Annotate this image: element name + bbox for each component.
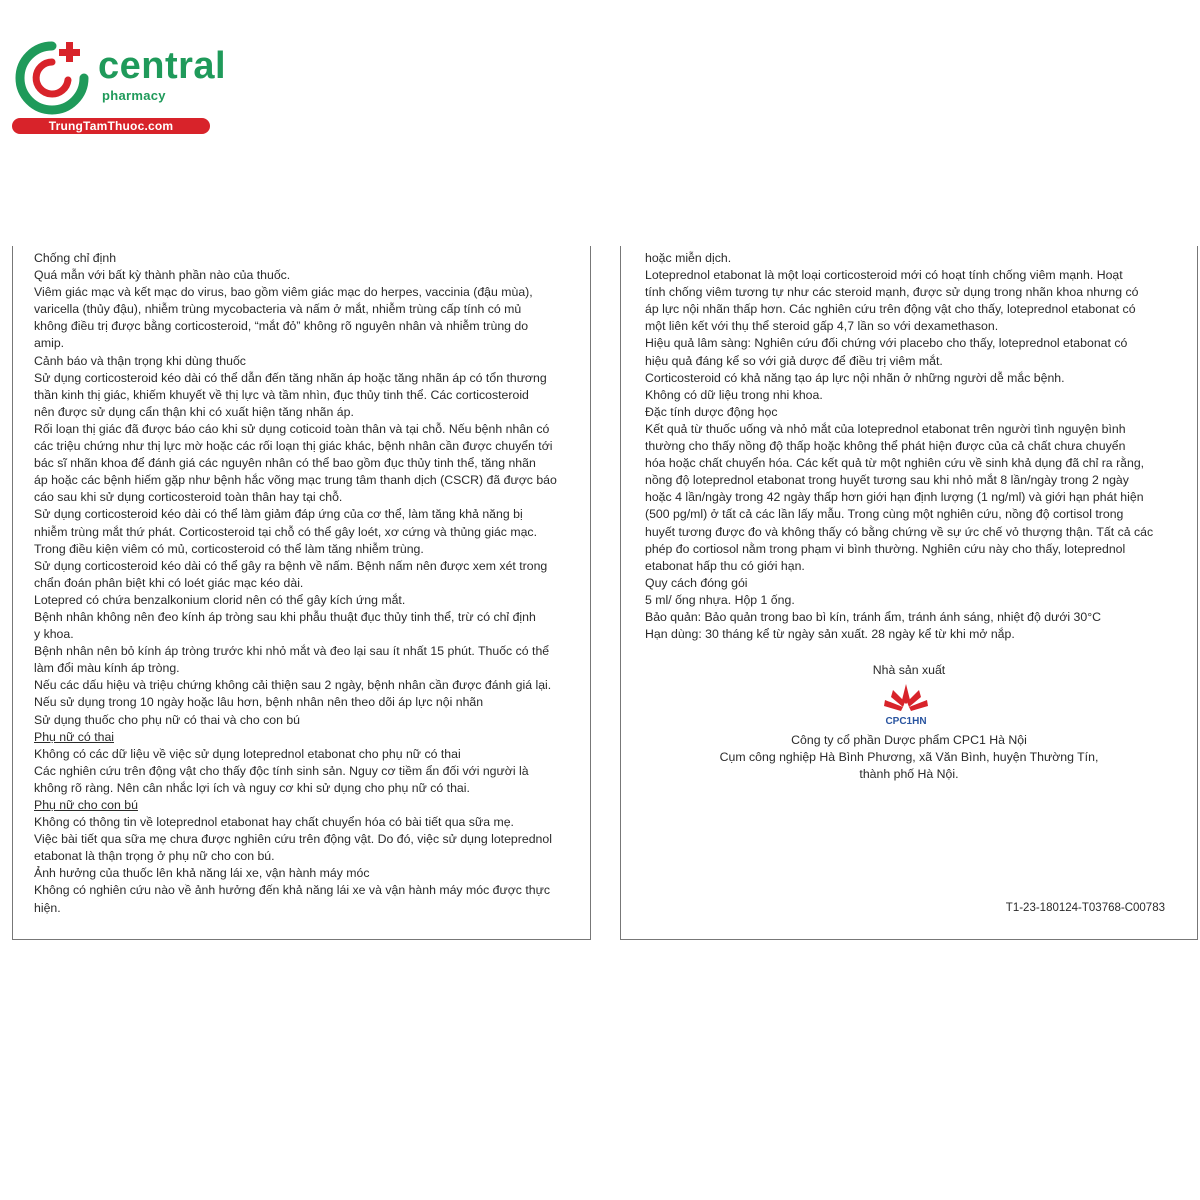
text-line: Sử dụng corticosteroid kéo dài có thể gây ra bệnh về nấm. Bệnh nấm nên được xem xét trong	[34, 558, 548, 573]
section-subheading: Phụ nữ cho con bú	[34, 798, 138, 812]
central-pharmacy-mark-icon	[12, 38, 92, 118]
text-line: etabonat là thận trọng ở phụ nữ cho con bú.	[34, 849, 275, 864]
text-line: huyết tương được đo và không thấy có bằng chứng về sự ức chế vỏ thượng thận. Tất cả các	[645, 524, 1154, 539]
text-line: Ảnh hưởng của thuốc lên khả năng lái xe, vận hành máy móc	[34, 866, 370, 881]
text-line: Chống chỉ định	[34, 251, 117, 265]
text-line: Bệnh nhân không nên đeo kính áp tròng sau khi phẫu thuật đục thủy tinh thể, trừ có chỉ định	[34, 609, 536, 624]
text-line: amip.	[34, 336, 65, 351]
text-line: 5 ml/ ống nhựa. Hộp 1 ống.	[645, 592, 795, 607]
section-subheading: Phụ nữ có thai	[34, 729, 115, 744]
text-line: Nếu sử dụng trong 10 ngày hoặc lâu hơn, bệnh nhân nên theo dõi áp lực nội nhãn	[34, 695, 484, 710]
text-line: Lotepred có chứa benzalkonium clorid nên có thể gây kích ứng mắt.	[34, 592, 406, 607]
right-text-block	[645, 250, 1171, 643]
brand-name: central	[98, 45, 227, 87]
text-line: etabonat hấp thu có giới hạn.	[645, 558, 805, 573]
cpc1-logo-text: CPC1HN	[885, 716, 927, 727]
text-line: y khoa.	[34, 627, 74, 642]
leaflet-right-panel	[620, 246, 1198, 940]
text-line: bác sĩ nhãn khoa để đánh giá các nguyên nhân có thể bao gồm đục thủy tinh thể, tăng nhãn	[34, 456, 536, 471]
text-line: thần kinh thị giác, khiếm khuyết về thị lực và tầm nhìn, đục thủy tinh thể. Các corticosteroid	[34, 387, 529, 402]
text-line: Quá mẫn với bất kỳ thành phần nào của thuốc.	[34, 268, 291, 283]
text-line: áp hoặc các bệnh hiếm gặp như bệnh hắc võng mạc trung tâm thanh dịch (CSCR) đã được báo	[34, 473, 557, 488]
text-line: nên được sử dụng cẩn thận khi có xuất hiện tăng nhãn áp.	[34, 404, 354, 419]
brand-subtitle: pharmacy	[102, 88, 166, 103]
text-line: áp lực nội nhãn thấp hơn. Các nghiên cứu trên động vật cho thấy, loteprednol etabonat có	[645, 302, 1136, 317]
text-line: một liên kết với thụ thể steroid gấp 4,7 lần so với dexamethason.	[645, 319, 999, 334]
left-text-block	[34, 250, 574, 917]
text-line: (500 pg/ml) ở tất cả các lần lấy mẫu. Trong cùng một nghiên cứu, nồng độ cortisol trong	[645, 507, 1124, 522]
text-line: Bệnh nhân nên bỏ kính áp tròng trước khi nhỏ mắt và đeo lại sau ít nhất 15 phút. Thuốc có thể	[34, 644, 550, 659]
text-line: Rối loạn thị giác đã được báo cáo khi sử dụng coticoid toàn thân và tại chỗ. Nếu bệnh nhân có	[34, 421, 550, 436]
text-line: Cảnh báo và thận trọng khi dùng thuốc	[34, 353, 246, 368]
text-line: Bảo quản: Bảo quản trong bao bì kín, tránh ẩm, tránh ánh sáng, nhiệt độ dưới 30°C	[645, 609, 1102, 624]
text-line: tính chống viêm tương tự như các steroid mạnh, được sử dụng trong nhãn khoa nhưng có	[645, 285, 1139, 300]
text-line: làm đổi màu kính áp tròng.	[34, 661, 180, 676]
text-line: Kết quả từ thuốc uống và nhỏ mắt của loteprednol etabonat trên người tình nguyện bình	[645, 421, 1126, 436]
text-line: hoặc 4 lần/ngày trong 42 ngày thấp hơn giới hạn định lượng (1 ng/ml) và giới hạn phát hiện	[645, 490, 1144, 505]
text-line: hiệu quả đáng kể so với giả dược để điều trị viêm mắt.	[645, 353, 943, 368]
text-line: hoặc miễn dịch.	[645, 251, 732, 265]
text-line: hiện.	[34, 900, 61, 915]
text-line: Sử dụng corticosteroid kéo dài có thể làm giảm đáp ứng của cơ thể, làm tăng khả năng bị	[34, 507, 523, 522]
brand-banner: TrungTamThuoc.com	[12, 118, 210, 134]
text-line: phép đo cortiosol nằm trong phạm vi bình thường. Nghiên cứu này cho thấy, loteprednol	[645, 541, 1126, 556]
manufacturer-company: Công ty cổ phần Dược phẩm CPC1 Hà Nội	[791, 733, 1027, 747]
text-line: Trong điều kiện viêm có mủ, corticosteroid có thể làm tăng nhiễm trùng.	[34, 541, 424, 556]
text-line: Việc bài tiết qua sữa mẹ chưa được nghiên cứu trên động vật. Do đó, việc sử dụng loteprednol	[34, 832, 552, 847]
manufacturer-address-line2: thành phố Hà Nội.	[859, 767, 959, 781]
text-line: nồng độ loteprednol etabonat trong huyết tương sau khi nhỏ mắt 8 lần/ngày trong 2 ngày	[645, 473, 1129, 488]
text-line: thường cho thấy nồng độ thấp hoặc không thể phát hiện được của cả chất chưa chuyển	[645, 439, 1126, 454]
text-line: Nếu các dấu hiệu và triệu chứng không cải thiện sau 2 ngày, bệnh nhân cần được đánh giá lại.	[34, 678, 552, 693]
text-line: Quy cách đóng gói	[645, 575, 748, 590]
text-line: Loteprednol etabonat là một loại corticosteroid mới có hoạt tính chống viêm mạnh. Hoạt	[645, 268, 1123, 283]
text-line: Không có các dữ liệu về việc sử dụng loteprednol etabonat cho phụ nữ có thai	[34, 746, 461, 761]
manufacturer-label: Nhà sản xuất	[872, 663, 946, 677]
text-line: Sử dụng corticosteroid kéo dài có thể dẫn đến tăng nhãn áp hoặc tăng nhãn áp có tổn thương	[34, 370, 547, 385]
text-line: không rõ ràng. Nên cân nhắc lợi ích và nguy cơ khi sử dụng cho phụ nữ có thai.	[34, 780, 470, 795]
text-line: chẩn đoán phân biệt khi có loét giác mạc kéo dài.	[34, 575, 304, 590]
text-line: Corticosteroid có khả năng tạo áp lực nội nhãn ở những người dễ mắc bệnh.	[645, 370, 1065, 385]
text-line: Sử dụng thuốc cho phụ nữ có thai và cho con bú	[34, 712, 300, 727]
cpc1-logo-icon	[879, 682, 933, 728]
text-line: Không có dữ liệu trong nhi khoa.	[645, 387, 823, 402]
text-line: varicella (thủy đậu), nhiễm trùng mycobacteria và nấm ở mắt, nhiễm trùng cấp tính có mủ	[34, 302, 522, 317]
leaflet-left-panel	[12, 246, 591, 940]
text-line: hóa hoặc chất chuyển hóa. Các kết quả từ một nghiên cứu về sinh khả dụng đã chỉ ra rằng,	[645, 456, 1145, 471]
text-line: Hiệu quả lâm sàng: Nghiên cứu đối chứng với placebo cho thấy, loteprednol etabonat có	[645, 336, 1128, 351]
text-line: Không có nghiên cứu nào về ảnh hưởng đến khả năng lái xe và vận hành máy móc được thực	[34, 883, 550, 898]
text-line: Viêm giác mạc và kết mạc do virus, bao gồm viêm giác mạc do herpes, vaccinia (đậu mùa),	[34, 285, 533, 300]
central-pharmacy-logo	[12, 34, 227, 138]
document-code: T1-23-180124-T03768-C00783	[1005, 902, 1165, 914]
text-line: không điều trị được bằng corticosteroid, “mắt đỏ” không rõ nguyên nhân và nhiễm trùng do	[34, 319, 529, 334]
text-line: Các nghiên cứu trên động vật cho thấy độc tính sinh sản. Nguy cơ tiềm ẩn đối với người là	[34, 763, 529, 778]
text-line: Không có thông tin về loteprednol etabonat hay chất chuyển hóa có bài tiết qua sữa mẹ.	[34, 815, 514, 830]
manufacturer-address-line1: Cụm công nghiệp Hà Bình Phương, xã Văn Bình, huyện Thường Tín,	[719, 750, 1099, 764]
text-line: Hạn dùng: 30 tháng kể từ ngày sản xuất. 28 ngày kể từ khi mở nắp.	[645, 627, 1015, 642]
text-line: Đặc tính dược động học	[645, 404, 778, 419]
text-line: nhiễm trùng mắt thứ phát. Corticosteroid tại chỗ có thể gây loét, xơ cứng và thủng giác mạc.	[34, 524, 537, 539]
text-line: các triệu chứng như thị lực mờ hoặc các rối loạn thị giác khác, bệnh nhân cần được chuyển tới	[34, 439, 553, 454]
text-line: cáo sau khi sử dụng corticosteroid toàn thân hay tại chỗ.	[34, 490, 343, 505]
